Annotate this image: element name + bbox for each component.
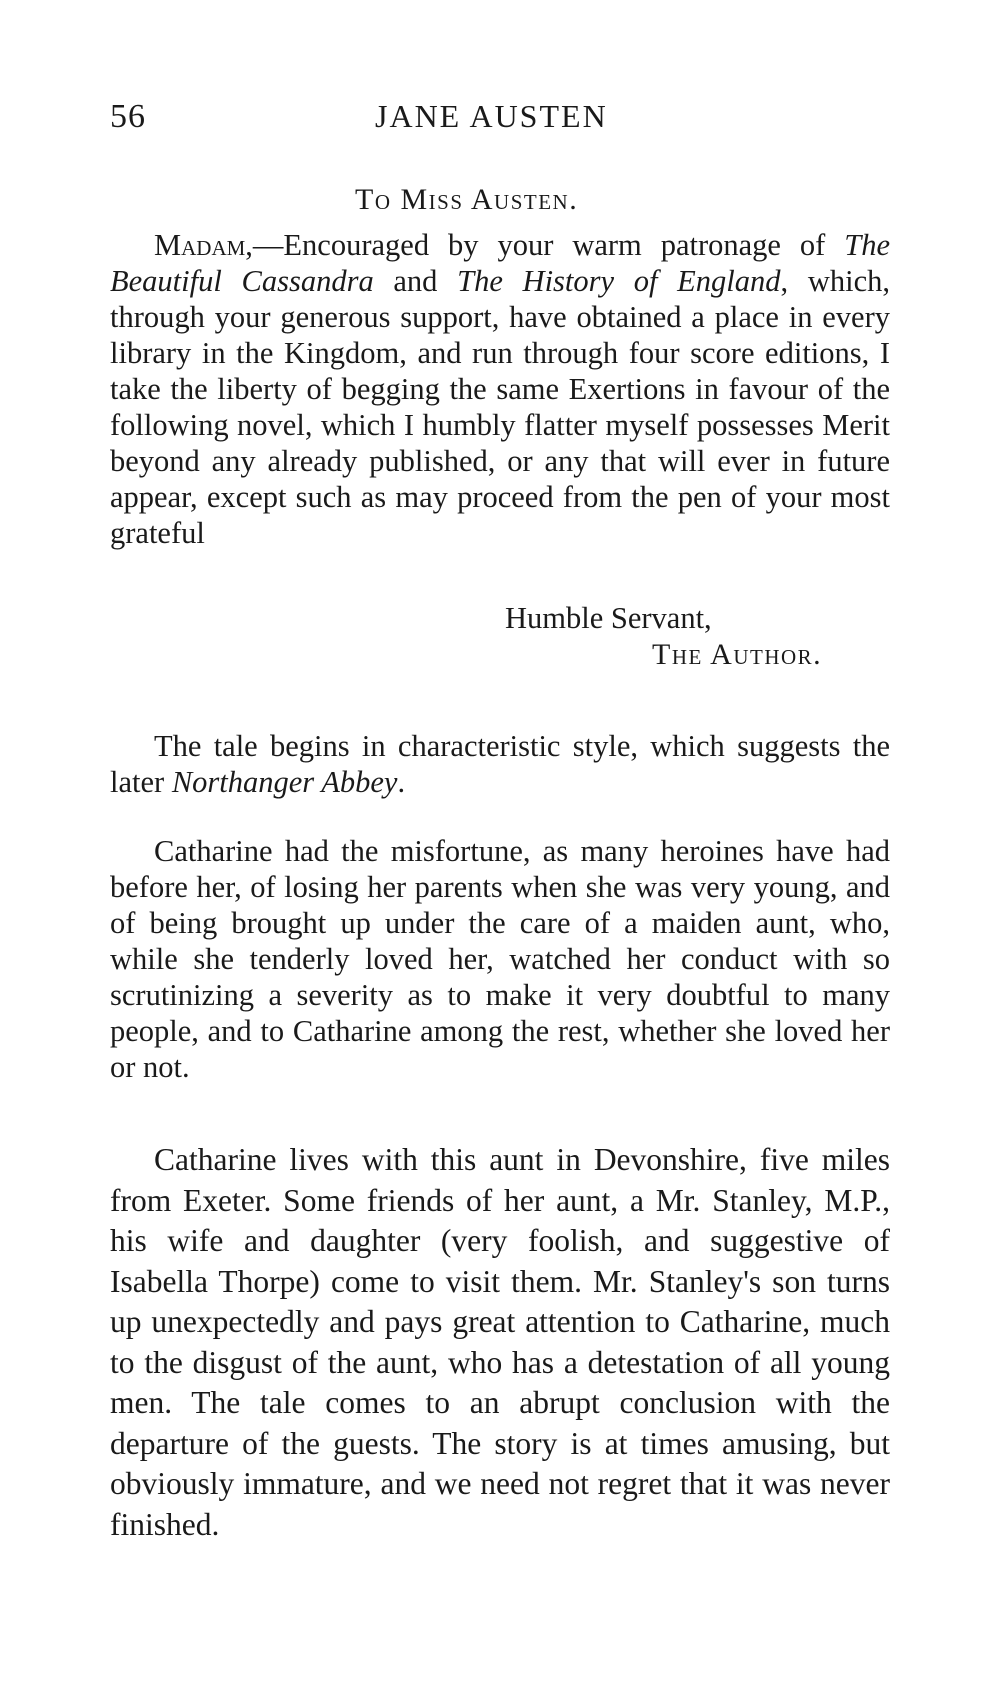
letter-salutation: Madam,	[154, 228, 253, 262]
letter-and: and	[373, 264, 458, 298]
running-head: JANE AUSTEN	[375, 98, 608, 134]
intro-paragraph	[110, 728, 890, 800]
intro-title: Northanger Abbey	[171, 765, 398, 799]
page-header	[110, 98, 890, 148]
summary-paragraph: Catharine lives with this aunt in Devonshire, five miles from Exeter. Some friends of her aunt, a Mr. Stanley, M.P., his wife and daughter (very foolish, and suggestive of Isabella Thorpe) come to visit them. Mr. Stanley's son turns up unexpectedly and pays great attention to Catharine, much to the disgust of the aunt, who has a detestation of all young men. The tale comes to an abrupt conclusion with the departure of the guests. The story is at times amusing, but obviously immature, and we need not regret that it was never finished.	[110, 1142, 890, 1542]
letter-body-rest: , which, through your generous support, have obtained a place in every library in the Kingdom, and run through four score editions, I take the liberty of begging the same Exertions in favour of the following novel, which I humbly flatter myself possesses Merit beyond any already published, or any that will ever in future appear, except such as may proceed from the pen of your most grateful	[110, 264, 890, 550]
letter-addressee: To Miss Austen.	[355, 183, 579, 216]
letter-title-cassandra: The Beautiful Cassandra	[110, 228, 890, 298]
letter-body	[110, 227, 890, 551]
quoted-paragraph: Catharine had the misfortune, as many heroines have had before her, of losing her parents when she was very young, and of being brought up under the care of a maiden aunt, who, while she tenderly loved her, watched her conduct with so scrutinizing a severity as to make it very doubtful to many people, and to Catharine among the rest, whether she loved her or not.	[110, 834, 890, 1084]
letter-signature: The Author.	[652, 638, 823, 671]
letter-body-start: —Encouraged by your warm patronage of	[252, 228, 845, 262]
intro-end: .	[397, 765, 406, 799]
page-number: 56	[110, 98, 146, 135]
letter-title-history: The History of England	[457, 264, 781, 298]
letter-closing: Humble Servant,	[505, 601, 712, 635]
intro-text: The tale begins in characteristic style, which suggests the later	[110, 729, 890, 799]
